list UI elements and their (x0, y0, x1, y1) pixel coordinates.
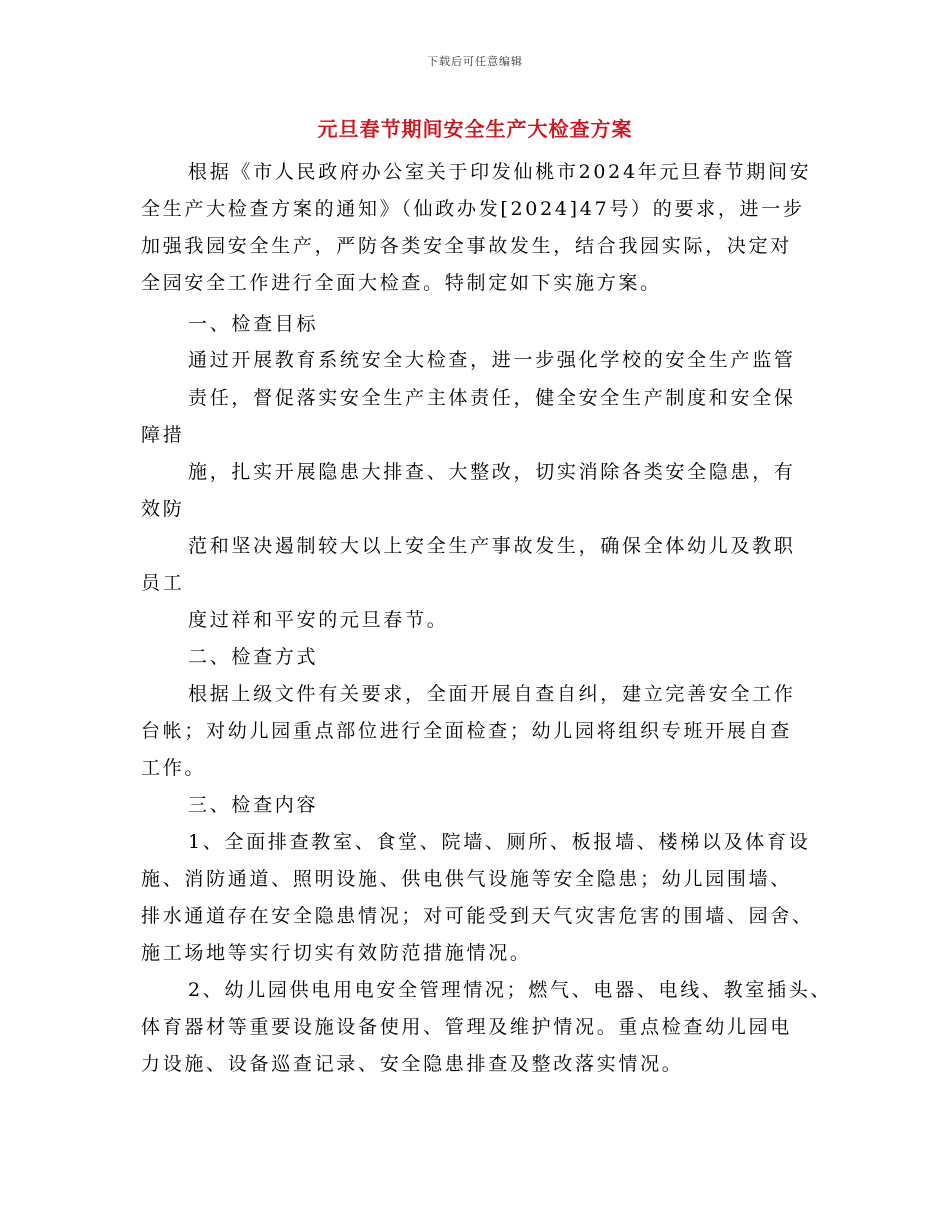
body-line-20: 施、消防通道、照明设施、供电供气设施等安全隐患；幼儿园围墙、 (141, 868, 793, 890)
body-line-21: 排水通道存在安全隐患情况；对可能受到天气灾害危害的围墙、园舍、 (141, 905, 814, 927)
body-line-10: 效防 (141, 498, 185, 520)
body-line-9: 施，扎实开展隐患大排查、大整改，切实消除各类安全隐患，有 (188, 461, 796, 483)
body-line-12: 员工 (141, 572, 185, 594)
body-line-17: 工作。 (141, 757, 207, 779)
body-line-1: 根据《市人民政府办公室关于印发仙桃市2024年元旦春节期间安 (188, 161, 812, 183)
body-line-6: 通过开展教育系统安全大检查，进一步强化学校的安全生产监管 (188, 349, 796, 371)
body-line-13: 度过祥和平安的元旦春节。 (188, 609, 449, 631)
section-heading-method: 二、检查方式 (188, 646, 319, 668)
body-line-23: 2、幼儿园供电用电安全管理情况；燃气、电器、电线、教室插头、 (188, 979, 833, 1001)
section-heading-content: 三、检查内容 (188, 794, 319, 816)
body-line-19: 1、全面排查教室、食堂、院墙、厕所、板报墙、楼梯以及体育设 (188, 831, 811, 853)
body-line-25: 力设施、设备巡查记录、安全隐患排查及整改落实情况。 (141, 1053, 684, 1075)
document-title: 元旦春节期间安全生产大检查方案 (317, 117, 633, 141)
body-line-4: 全园安全工作进行全面大检查。特制定如下实施方案。 (141, 272, 662, 294)
body-line-15: 根据上级文件有关要求，全面开展自查自纠，建立完善安全工作 (188, 683, 796, 705)
body-line-2: 全生产大检查方案的通知》（仙政办发[2024]47号）的要求，进一步 (141, 198, 805, 220)
body-line-22: 施工场地等实行切实有效防范措施情况。 (141, 942, 532, 964)
section-heading-goals: 一、检查目标 (188, 313, 319, 335)
body-line-3: 加强我园安全生产，严防各类安全事故发生，结合我园实际，决定对 (141, 235, 793, 257)
header-note: 下载后可任意编辑 (427, 55, 523, 68)
body-line-24: 体育器材等重要设施设备使用、管理及维护情况。重点检查幼儿园电 (141, 1016, 793, 1038)
body-line-11: 范和坚决遏制较大以上安全生产事故发生，确保全体幼儿及教职 (188, 535, 796, 557)
body-line-16: 台帐；对幼儿园重点部位进行全面检查；幼儿园将组织专班开展自查 (141, 720, 793, 742)
body-line-8: 障措 (141, 424, 185, 446)
body-line-7: 责任，督促落实安全生产主体责任，健全安全生产制度和安全保 (188, 387, 796, 409)
